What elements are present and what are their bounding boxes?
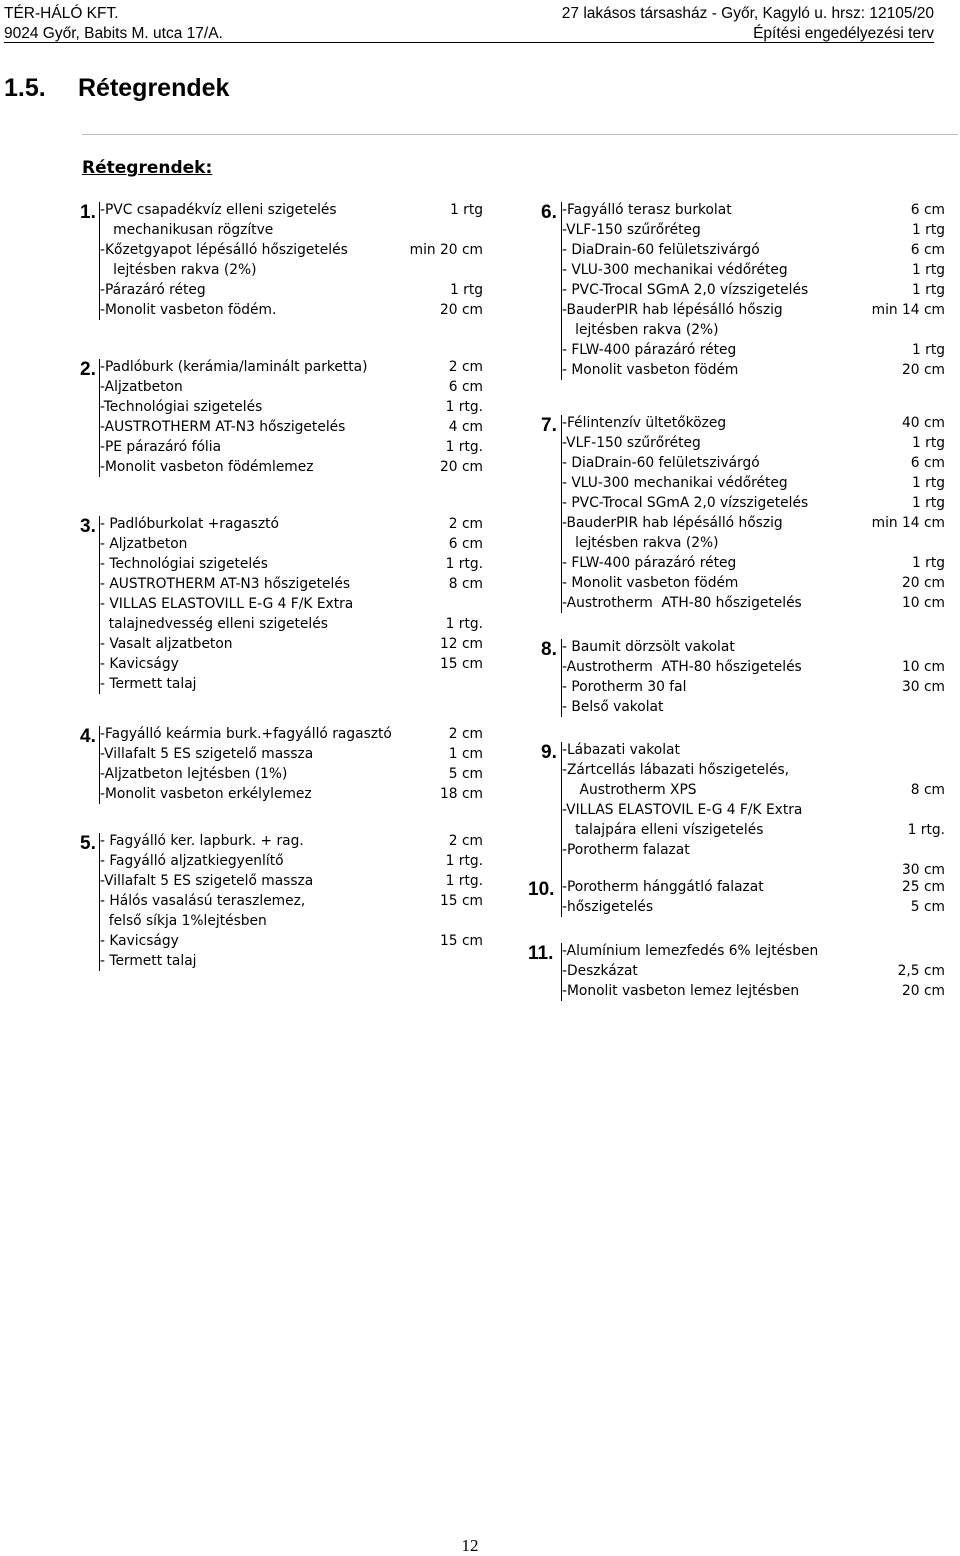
layer-group-2 xyxy=(80,357,483,477)
layer-group-9 xyxy=(541,740,945,880)
layer-row xyxy=(562,553,945,573)
layer-label: -Padlóburk (kerámia/laminált parketta) xyxy=(100,359,368,375)
layer-group-10 xyxy=(528,877,945,917)
layer-group-1 xyxy=(80,200,483,320)
layer-label: - Kavicságy xyxy=(100,656,179,672)
layer-thickness: 25 cm xyxy=(902,879,945,895)
layer-row xyxy=(100,724,483,744)
layer-row xyxy=(562,657,945,677)
layer-row xyxy=(100,931,483,951)
layer-label: -Austrotherm ATH-80 hőszigetelés xyxy=(562,595,802,611)
layer-label: - DiaDrain-60 felületszivárgó xyxy=(562,455,760,471)
layer-thickness: 1 rtg. xyxy=(445,873,483,889)
layer-group-number: 1. xyxy=(80,202,96,223)
layer-thickness: 20 cm xyxy=(902,983,945,999)
layer-label: -BauderPIR hab lépésálló hőszig xyxy=(562,515,783,531)
layer-label: -Párazáró réteg xyxy=(100,282,206,298)
layer-row xyxy=(100,417,483,437)
layer-row xyxy=(562,413,945,433)
layer-row xyxy=(562,200,945,220)
layer-thickness: min 20 cm xyxy=(409,242,483,258)
layer-thickness: min 14 cm xyxy=(871,515,945,531)
layer-thickness: 4 cm xyxy=(448,419,483,435)
layer-row xyxy=(562,280,945,300)
page-number: 12 xyxy=(461,1536,479,1555)
company-address: 9024 Győr, Babits M. utca 17/A. xyxy=(4,25,223,42)
layer-row xyxy=(100,260,483,280)
layer-label: -Monolit vasbeton erkélylemez xyxy=(100,786,312,802)
layer-label: - Fagyálló ker. lapburk. + rag. xyxy=(100,833,304,849)
layer-label: -Villafalt 5 ES szigetelő massza xyxy=(100,873,314,889)
layer-group-number: 10. xyxy=(528,879,555,900)
layer-thickness: 6 cm xyxy=(448,379,483,395)
layer-row xyxy=(100,891,483,911)
layer-label: - VILLAS ELASTOVILL E-G 4 F/K Extra xyxy=(100,596,354,612)
layer-thickness: 1 rtg. xyxy=(445,399,483,415)
layer-thickness: 1 rtg xyxy=(911,495,945,511)
layer-row xyxy=(100,534,483,554)
layer-label: -Fagyálló terasz burkolat xyxy=(562,202,732,218)
layer-thickness: 5 cm xyxy=(910,899,945,915)
layer-row xyxy=(100,220,483,240)
layer-row xyxy=(100,280,483,300)
layer-label: - PVC-Trocal SGmA 2,0 vízszigetelés xyxy=(562,495,809,511)
layer-thickness: 1 cm xyxy=(448,746,483,762)
layer-label: - PVC-Trocal SGmA 2,0 vízszigetelés xyxy=(562,282,809,298)
layer-thickness: 30 cm xyxy=(902,679,945,695)
layer-thickness: 5 cm xyxy=(448,766,483,782)
layer-row xyxy=(562,320,945,340)
layer-group-number: 4. xyxy=(80,726,96,747)
layer-label: -Porotherm hánggátló falazat xyxy=(562,879,764,895)
layer-row xyxy=(562,800,945,820)
layer-thickness: 15 cm xyxy=(440,933,483,949)
layer-row xyxy=(562,220,945,240)
layer-thickness: 6 cm xyxy=(910,242,945,258)
layer-label: Austrotherm XPS xyxy=(562,782,697,798)
layer-row xyxy=(562,697,945,717)
layer-label: - Vasalt aljzatbeton xyxy=(100,636,233,652)
layer-label: -Alumínium lemezfedés 6% lejtésben xyxy=(562,943,819,959)
layer-thickness: 2 cm xyxy=(448,516,483,532)
layer-thickness: 8 cm xyxy=(910,782,945,798)
layer-thickness: 1 rtg. xyxy=(445,853,483,869)
layer-label: - Termett talaj xyxy=(100,953,197,969)
section-number: 1.5. xyxy=(4,74,46,102)
layer-row xyxy=(562,433,945,453)
section-title: Rétegrendek xyxy=(78,74,230,102)
layer-label: -Fagyálló keármia burk.+fagyálló ragasztó xyxy=(100,726,392,742)
layer-row xyxy=(100,764,483,784)
layer-thickness: min 14 cm xyxy=(871,302,945,318)
layer-row xyxy=(562,533,945,553)
layer-group-number: 5. xyxy=(80,833,96,854)
document-type: Építési engedélyezési terv xyxy=(753,25,934,42)
layer-group-6 xyxy=(541,200,945,380)
layer-thickness: 8 cm xyxy=(448,576,483,592)
layer-label: -BauderPIR hab lépésálló hőszig xyxy=(562,302,783,318)
layer-thickness: 40 cm xyxy=(902,415,945,431)
layer-thickness: 1 rtg. xyxy=(907,822,945,838)
layer-row xyxy=(562,877,945,897)
layer-label: - DiaDrain-60 felületszivárgó xyxy=(562,242,760,258)
layer-row xyxy=(562,473,945,493)
layer-row xyxy=(562,981,945,1001)
layer-row xyxy=(100,911,483,931)
layer-label: -hőszigetelés xyxy=(562,899,654,915)
layer-row xyxy=(562,637,945,657)
layer-row xyxy=(100,554,483,574)
layer-label: - Aljzatbeton xyxy=(100,536,188,552)
layer-row xyxy=(562,760,945,780)
layer-row xyxy=(100,514,483,534)
layer-group-number: 9. xyxy=(541,742,557,763)
layer-row xyxy=(100,654,483,674)
layer-label: -Félintenzív ültetőközeg xyxy=(562,415,727,431)
layer-row xyxy=(562,677,945,697)
layer-group-11 xyxy=(528,941,945,1001)
layer-thickness: 30 cm xyxy=(902,862,945,878)
layer-thickness: 2 cm xyxy=(448,726,483,742)
layer-thickness: 20 cm xyxy=(440,302,483,318)
layer-row xyxy=(100,357,483,377)
layer-label: lejtésben rakva (2%) xyxy=(100,262,257,278)
layer-row xyxy=(100,744,483,764)
layer-row xyxy=(100,784,483,804)
layer-label: -Lábazati vakolat xyxy=(562,742,680,758)
layer-thickness: 2,5 cm xyxy=(897,963,945,979)
layer-row xyxy=(562,260,945,280)
layer-label: - Padlóburkolat +ragasztó xyxy=(100,516,279,532)
layer-row xyxy=(100,240,483,260)
layer-row xyxy=(100,674,483,694)
layers-subtitle: Rétegrendek: xyxy=(82,158,213,178)
layer-label: -Deszkázat xyxy=(562,963,638,979)
layer-thickness: 6 cm xyxy=(910,455,945,471)
layer-group-number: 8. xyxy=(541,639,557,660)
layer-label: -Villafalt 5 ES szigetelő massza xyxy=(100,746,314,762)
layer-label: - VLU-300 mechanikai védőréteg xyxy=(562,262,788,278)
layer-thickness: 18 cm xyxy=(440,786,483,802)
layer-label: -VLF-150 szűrőréteg xyxy=(562,222,701,238)
layer-group-number: 3. xyxy=(80,516,96,537)
layer-label: - Fagyálló aljzatkiegyenlítő xyxy=(100,853,284,869)
layer-row xyxy=(100,300,483,320)
layer-label: - Monolit vasbeton födém xyxy=(562,575,739,591)
header-left xyxy=(4,4,223,44)
layer-row xyxy=(562,340,945,360)
layer-row xyxy=(562,240,945,260)
layer-row xyxy=(562,360,945,380)
layer-label: - Kavicságy xyxy=(100,933,179,949)
layer-row xyxy=(562,300,945,320)
layer-thickness: 1 rtg. xyxy=(445,556,483,572)
layer-thickness: 2 cm xyxy=(448,359,483,375)
layer-thickness: 6 cm xyxy=(448,536,483,552)
layer-row xyxy=(100,594,483,614)
section-heading xyxy=(4,74,229,103)
layer-group-7 xyxy=(541,413,945,613)
layer-row xyxy=(562,740,945,760)
layer-row xyxy=(562,941,945,961)
layer-row xyxy=(100,614,483,634)
company-name: TÉR-HÁLÓ KFT. xyxy=(4,5,119,22)
layer-row xyxy=(562,593,945,613)
layer-label: - FLW-400 párazáró réteg xyxy=(562,555,737,571)
layer-row xyxy=(100,377,483,397)
layer-thickness: 1 rtg xyxy=(911,222,945,238)
layer-label: -Aljzatbeton lejtésben (1%) xyxy=(100,766,288,782)
layer-row xyxy=(562,780,945,800)
layer-label: -Kőzetgyapot lépésálló hőszigetelés xyxy=(100,242,348,258)
layer-thickness: 1 rtg xyxy=(911,555,945,571)
layer-group-number: 7. xyxy=(541,415,557,436)
layer-label: -Technológiai szigetelés xyxy=(100,399,263,415)
layer-row xyxy=(562,493,945,513)
layer-thickness: 1 rtg. xyxy=(445,439,483,455)
layer-label: lejtésben rakva (2%) xyxy=(562,322,719,338)
layer-thickness: 10 cm xyxy=(902,659,945,675)
layer-thickness: 1 rtg. xyxy=(445,616,483,632)
layer-label: -Monolit vasbeton lemez lejtésben xyxy=(562,983,800,999)
layer-row xyxy=(100,574,483,594)
layer-thickness: 1 rtg xyxy=(911,342,945,358)
layer-label: -Porotherm falazat xyxy=(562,842,690,858)
layer-row xyxy=(562,573,945,593)
layer-label: mechanikusan rögzítve xyxy=(100,222,274,238)
layer-thickness: 1 rtg xyxy=(911,475,945,491)
layer-row xyxy=(562,840,945,860)
layer-group-number: 11. xyxy=(528,943,554,964)
layer-label: - AUSTROTHERM AT-N3 hőszigetelés xyxy=(100,576,351,592)
layer-label: -Monolit vasbeton födémlemez xyxy=(100,459,314,475)
layer-label: felső síkja 1%lejtésben xyxy=(100,913,267,929)
layer-thickness: 1 rtg xyxy=(911,282,945,298)
layer-group-number: 2. xyxy=(80,359,96,380)
layer-label: - FLW-400 párazáró réteg xyxy=(562,342,737,358)
layer-label: - Belső vakolat xyxy=(562,699,664,715)
layer-thickness: 20 cm xyxy=(902,362,945,378)
layer-group-number: 6. xyxy=(541,202,557,223)
layer-label: - Monolit vasbeton födém xyxy=(562,362,739,378)
layer-label: -PE párazáró fólia xyxy=(100,439,222,455)
layer-group-8 xyxy=(541,637,945,717)
layer-thickness: 15 cm xyxy=(440,656,483,672)
layer-thickness: 1 rtg xyxy=(449,202,483,218)
layer-row xyxy=(100,200,483,220)
layer-label: - Porotherm 30 fal xyxy=(562,679,687,695)
layer-row xyxy=(100,871,483,891)
project-name: 27 lakásos társasház - Győr, Kagyló u. hrsz: 12105/20 xyxy=(561,5,934,22)
layer-label: -Austrotherm ATH-80 hőszigetelés xyxy=(562,659,802,675)
layer-thickness: 10 cm xyxy=(902,595,945,611)
layer-label: - VLU-300 mechanikai védőréteg xyxy=(562,475,788,491)
layer-label: -VILLAS ELASTOVIL E-G 4 F/K Extra xyxy=(562,802,803,818)
layer-row xyxy=(100,634,483,654)
layer-row xyxy=(562,453,945,473)
layer-group-4 xyxy=(80,724,483,804)
layer-row xyxy=(100,851,483,871)
layer-label: talajnedvesség elleni szigetelés xyxy=(100,616,328,632)
layer-label: - Baumit dörzsölt vakolat xyxy=(562,639,735,655)
layer-label: -PVC csapadékvíz elleni szigetelés xyxy=(100,202,337,218)
section-divider xyxy=(82,134,958,135)
layer-row xyxy=(562,513,945,533)
layer-label: -AUSTROTHERM AT-N3 hőszigetelés xyxy=(100,419,346,435)
layer-label: -Monolit vasbeton födém. xyxy=(100,302,277,318)
layer-label: lejtésben rakva (2%) xyxy=(562,535,719,551)
header-divider xyxy=(4,42,934,43)
layer-label: talajpára elleni víszigetelés xyxy=(562,822,764,838)
layer-label: -VLF-150 szűrőréteg xyxy=(562,435,701,451)
layer-row xyxy=(100,397,483,417)
layer-row xyxy=(100,951,483,971)
layer-thickness: 2 cm xyxy=(448,833,483,849)
layer-thickness: 1 rtg xyxy=(449,282,483,298)
layer-label: -Aljzatbeton xyxy=(100,379,183,395)
layer-thickness: 20 cm xyxy=(440,459,483,475)
page-header xyxy=(4,4,934,44)
layer-row xyxy=(562,961,945,981)
layer-thickness: 1 rtg xyxy=(911,262,945,278)
layer-thickness: 12 cm xyxy=(440,636,483,652)
layer-label: - Hálós vasalású teraszlemez, xyxy=(100,893,306,909)
layer-row xyxy=(562,820,945,840)
layer-thickness: 1 rtg xyxy=(911,435,945,451)
header-right xyxy=(562,4,934,44)
layer-thickness: 6 cm xyxy=(910,202,945,218)
layer-row xyxy=(562,897,945,917)
layer-row xyxy=(100,831,483,851)
layer-label: -Zártcellás lábazati hőszigetelés, xyxy=(562,762,790,778)
layer-row xyxy=(100,437,483,457)
layer-row xyxy=(100,457,483,477)
layer-label: - Termett talaj xyxy=(100,676,197,692)
layer-group-5 xyxy=(80,831,483,971)
layer-thickness: 15 cm xyxy=(440,893,483,909)
layer-group-3 xyxy=(80,514,483,694)
layer-thickness: 20 cm xyxy=(902,575,945,591)
layer-label: - Technológiai szigetelés xyxy=(100,556,268,572)
